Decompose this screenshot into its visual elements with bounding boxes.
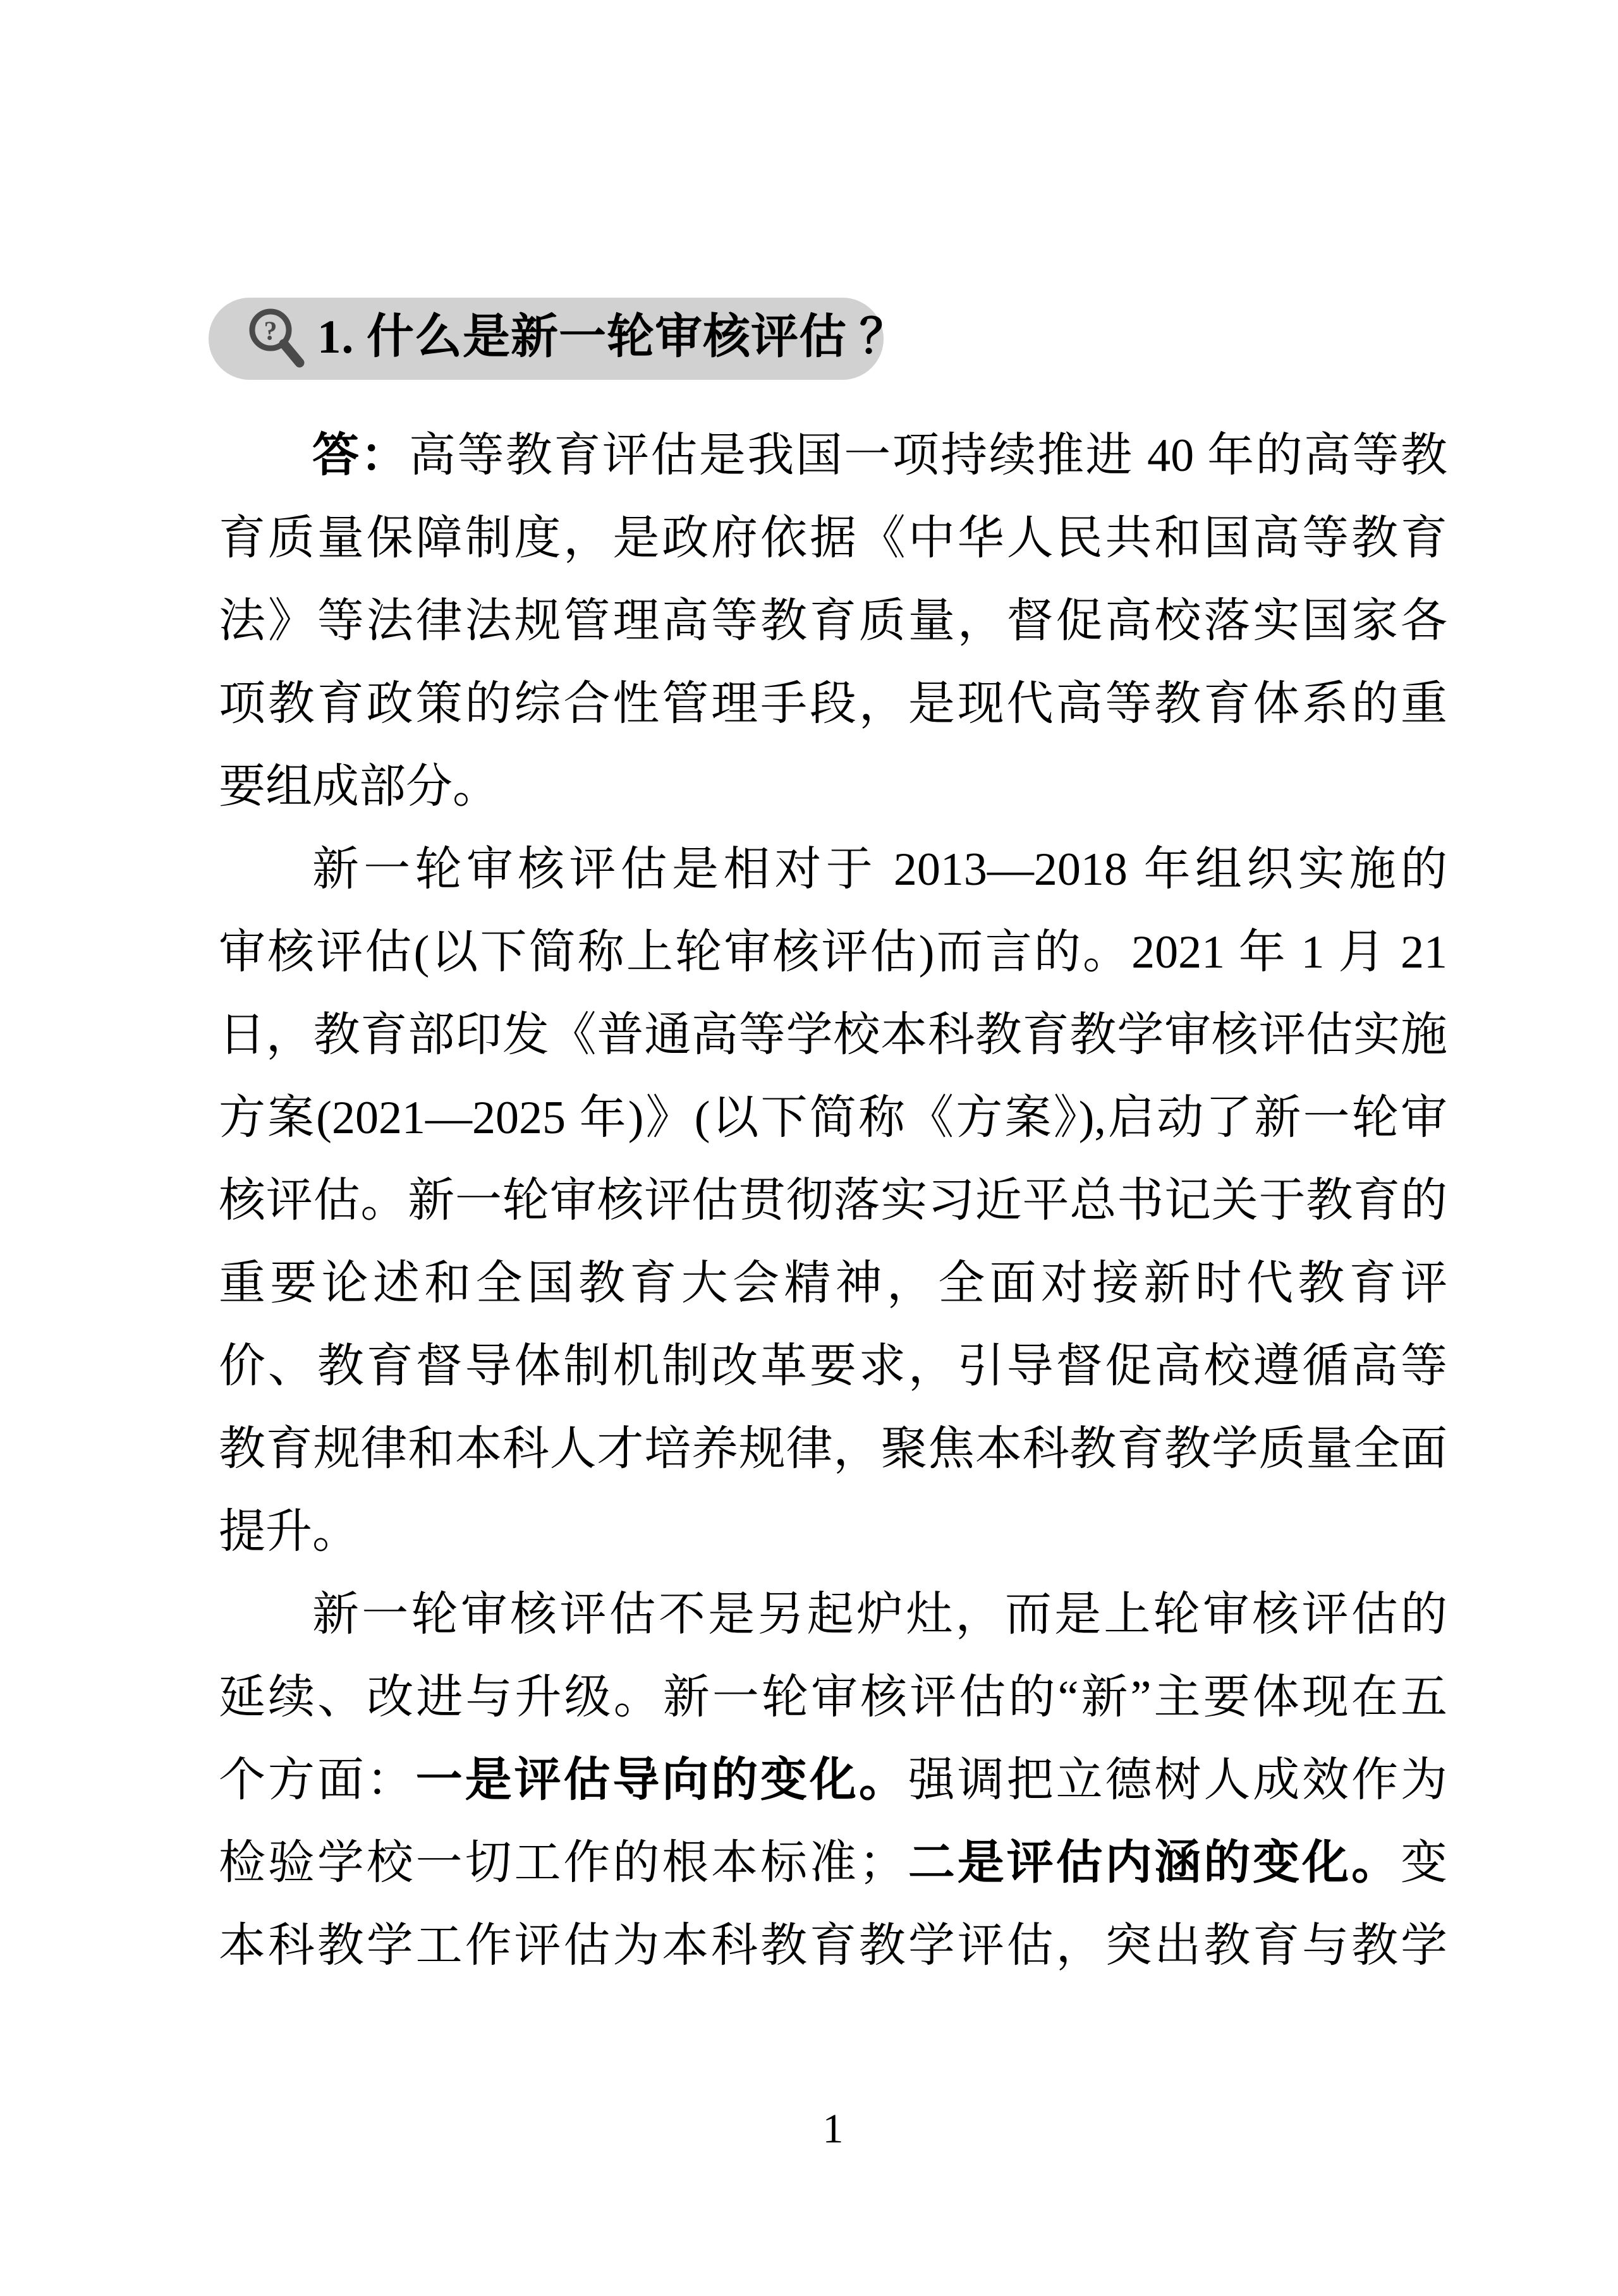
text-segment: 重要论述和全国教育大会精神，全面对接新时代教育评 xyxy=(219,1258,1447,1309)
text-segment: 本科教学工作评估为本科教育教学评估，突出教育与教学 xyxy=(219,1920,1447,1972)
text-segment: 日，教育部印发《普通高等学校本科教育教学审核评估实施 xyxy=(219,1009,1447,1061)
text-segment: 价、教育督导体制机制改革要求，引导督促高校遵循高等 xyxy=(219,1340,1447,1392)
magnifier-question-icon xyxy=(245,306,308,372)
text-line xyxy=(219,415,1447,497)
paragraph xyxy=(219,1574,1447,1988)
text-segment: 教育规律和本科人才培养规律，聚焦本科教育教学质量全面 xyxy=(219,1423,1447,1475)
text-segment: 变 xyxy=(1401,1837,1448,1889)
page-number: 1 xyxy=(822,2106,844,2152)
answer-label: 答： xyxy=(312,430,409,482)
text-segment: 法》等法律法规管理高等教育质量，督促高校落实国家各 xyxy=(219,595,1447,647)
text-line xyxy=(219,1242,1447,1325)
text-line xyxy=(219,1408,1447,1491)
document-body xyxy=(219,415,1447,1988)
text-segment: 新一轮审核评估是相对于 2013—2018 年组织实施的 xyxy=(312,844,1447,896)
text-line xyxy=(219,1325,1447,1408)
emphasis-segment: 二是评估内涵的变化。 xyxy=(905,1837,1401,1889)
text-segment: 审核评估(以下简称上轮审核评估)而言的。2021 年 1 月 21 xyxy=(219,926,1447,978)
text-line xyxy=(219,1822,1447,1905)
text-segment: 育质量保障制度，是政府依据《中华人民共和国高等教育 xyxy=(219,513,1447,564)
text-line xyxy=(219,1574,1447,1656)
paragraph xyxy=(219,415,1447,829)
text-line xyxy=(219,1077,1447,1160)
text-segment: 个方面： xyxy=(219,1754,416,1806)
text-segment: 检验学校一切工作的根本标准； xyxy=(219,1837,906,1889)
text-segment: 项教育政策的综合性管理手段，是现代高等教育体系的重 xyxy=(219,678,1447,730)
svg-text:?: ? xyxy=(264,317,277,346)
text-segment: 高等教育评估是我国一项持续推进 40 年的高等教 xyxy=(408,430,1448,482)
text-line xyxy=(219,1656,1447,1739)
text-line xyxy=(219,1160,1447,1242)
paragraph xyxy=(219,829,1447,1574)
text-line xyxy=(219,1739,1447,1822)
text-line xyxy=(219,746,1447,829)
question-title-banner xyxy=(209,298,908,380)
text-segment: 提升。 xyxy=(219,1506,359,1558)
text-line xyxy=(219,497,1447,580)
text-line xyxy=(219,911,1447,994)
text-line xyxy=(219,994,1447,1077)
text-line xyxy=(219,829,1447,911)
text-segment: 方案(2021—2025 年)》(以下简称《方案》),启动了新一轮审 xyxy=(219,1092,1447,1144)
text-segment: 新一轮审核评估不是另起炉灶，而是上轮审核评估的 xyxy=(312,1589,1447,1641)
text-line xyxy=(219,1491,1447,1574)
text-line xyxy=(219,580,1447,663)
text-segment: 要组成部分。 xyxy=(219,761,499,813)
text-segment: 核评估。新一轮审核评估贯彻落实习近平总书记关于教育的 xyxy=(219,1175,1447,1227)
text-line xyxy=(219,663,1447,746)
text-line xyxy=(219,1905,1447,1988)
text-segment: 强调把立德树人成效作为 xyxy=(908,1754,1448,1806)
text-segment: 延续、改进与升级。新一轮审核评估的“新”主要体现在五 xyxy=(219,1672,1447,1723)
question-title: 1. 什么是新一轮审核评估 ？ xyxy=(317,310,908,363)
emphasis-segment: 一是评估导向的变化。 xyxy=(415,1754,908,1806)
